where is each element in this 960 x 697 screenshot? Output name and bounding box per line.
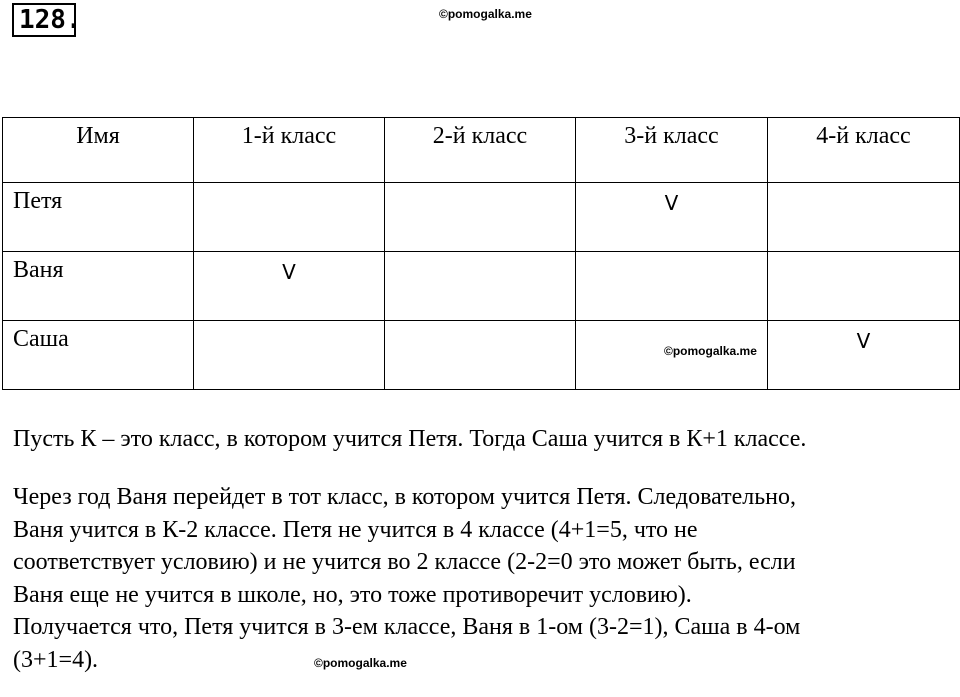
table-cell	[768, 183, 960, 252]
row-name: Ваня	[3, 252, 194, 321]
paragraph-2	[13, 481, 948, 676]
table-cell	[576, 183, 768, 252]
table-cell	[576, 252, 768, 321]
table-row	[3, 252, 960, 321]
table-cell	[194, 252, 385, 321]
paragraph-line: (3+1=4).	[13, 646, 99, 673]
paragraph-line: соответствует условию) и не учится во 2 классе (2-2=0 это может быть, если	[13, 549, 796, 575]
table-cell	[768, 321, 960, 390]
table-header-row	[3, 118, 960, 183]
header-class-1: 1-й класс	[194, 118, 385, 183]
class-table	[2, 117, 960, 390]
watermark-top: ©pomogalka.me	[439, 7, 532, 21]
table-cell	[768, 252, 960, 321]
paragraph-line: Получается что, Петя учится в 3-ем классе, Ваня в 1-ом (3-2=1), Саша в 4-ом	[13, 614, 801, 640]
table-cell	[385, 252, 576, 321]
paragraph-line: Через год Ваня перейдет в тот класс, в котором учится Петя. Следовательно,	[13, 484, 797, 510]
table-cell	[385, 321, 576, 390]
header-class-2: 2-й класс	[385, 118, 576, 183]
paragraph-line: Ваня еще не учится в школе, но, это тоже противоречит условию).	[13, 581, 692, 608]
row-name: Петя	[3, 183, 194, 252]
table-row	[3, 183, 960, 252]
check-mark: V	[856, 329, 871, 353]
header-class-4: 4-й класс	[768, 118, 960, 183]
problem-number: 128.	[12, 3, 76, 37]
table-row	[3, 321, 960, 390]
check-mark: V	[282, 260, 296, 284]
header-name: Имя	[3, 118, 194, 183]
row-name: Саша	[3, 321, 194, 390]
table-cell	[194, 321, 385, 390]
header-class-3: 3-й класс	[576, 118, 768, 183]
table-cell	[385, 183, 576, 252]
watermark-table: ©pomogalka.me	[664, 344, 757, 358]
table-cell	[194, 183, 385, 252]
paragraph-1: Пусть К – это класс, в котором учится Петя. Тогда Саша учится в К+1 классе.	[13, 426, 807, 452]
paragraph-line: Ваня учится в К-2 классе. Петя не учится в 4 классе (4+1=5, что не	[13, 516, 698, 543]
watermark-bottom: ©pomogalka.me	[314, 656, 407, 670]
check-mark: V	[664, 191, 679, 215]
